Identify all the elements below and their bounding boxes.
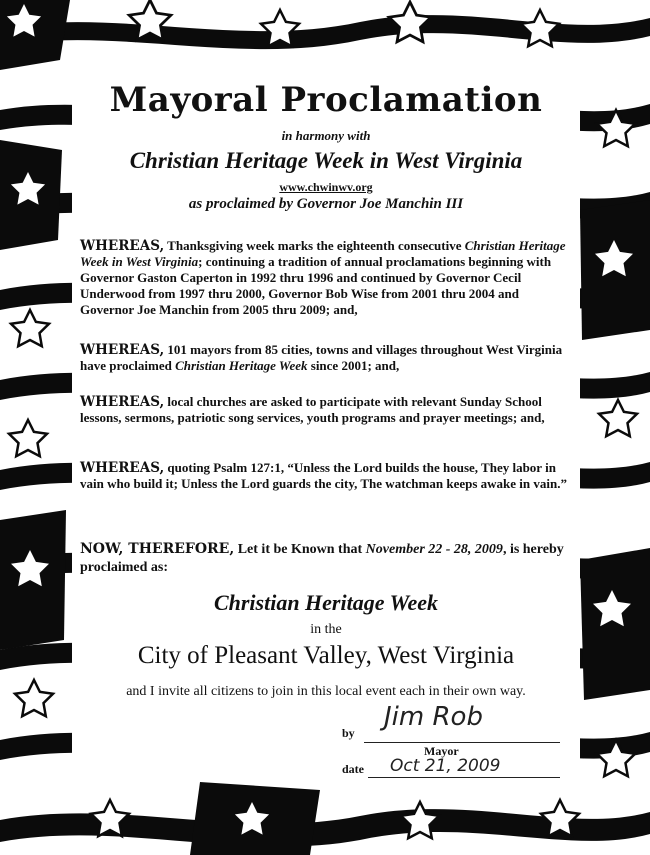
governor-line: as proclaimed by Governor Joe Manchin III [188, 196, 464, 212]
proclaimed-week: Christian Heritage Week [213, 590, 439, 615]
in-the-label: in the [310, 622, 342, 637]
whereas-text: local churches are asked to participate with relevant Sunday School lessons, sermons, patriotic song services, youth programs and prayer meetings; and, [80, 394, 545, 425]
whereas-italic: Christian Heritage Week in West Virginia [80, 238, 566, 269]
mayor-label: Mayor [424, 744, 459, 758]
whereas-keyword: WHEREAS, [80, 342, 165, 358]
signature-line [364, 742, 560, 743]
therefore-text: Let it be Known that [234, 542, 366, 557]
whereas-paragraph-3 [80, 394, 576, 426]
whereas-paragraph-1 [80, 238, 576, 318]
page-title: Mayoral Proclamation [109, 80, 543, 120]
whereas-keyword: WHEREAS, [80, 238, 165, 254]
therefore-keyword: NOW, THEREFORE, [80, 541, 235, 557]
whereas-text: since 2001; and, [307, 358, 400, 373]
therefore-paragraph [80, 540, 576, 577]
therefore-text: , is hereby proclaimed as: [80, 542, 564, 575]
therefore-dates: November 22 - 28, 2009 [365, 542, 503, 557]
whereas-keyword: WHEREAS, [80, 394, 165, 410]
harmony-subtitle: in harmony with [281, 128, 371, 143]
by-label: by [342, 726, 355, 740]
whereas-paragraph-4 [80, 460, 576, 492]
whereas-text: 101 mayors from 85 cities, towns and villages throughout West Virginia have proclaimed [80, 342, 563, 373]
whereas-italic: Christian Heritage Week [175, 358, 308, 373]
whereas-text: quoting Psalm 127:1, “Unless the Lord builds the house, They labor in vain who build it; Unless the Lord guards the city, The watchman keeps awake in vain.” [80, 460, 567, 491]
whereas-keyword: WHEREAS, [80, 460, 165, 476]
proclamation-document [72, 74, 580, 782]
date-label: date [342, 762, 364, 776]
whereas-text: Thanksgiving week marks the eighteenth consecutive [164, 238, 465, 253]
whereas-text: ; continuing a tradition of annual proclamations beginning with Governor Gaston Caperton in 1992 thru 1996 and continued by Governor Cecil Underwood from 1997 thru 2000, Governor Bob Wise from 2001 thru 2004 and Governor Joe Manchin from 2005 thru 2009; and, [80, 254, 552, 317]
date-value: Oct 21, 2009 [390, 756, 501, 776]
invite-line: and I invite all citizens to join in this local event each in their own way. [126, 684, 526, 699]
website-link[interactable]: www.chwinwv.org [279, 180, 373, 194]
date-line [368, 777, 560, 778]
event-heading: Christian Heritage Week in West Virginia [129, 148, 523, 173]
whereas-paragraph-2 [80, 342, 576, 374]
city-name: City of Pleasant Valley, West Virginia [137, 642, 515, 669]
mayor-signature: Jim Rob [384, 702, 483, 732]
